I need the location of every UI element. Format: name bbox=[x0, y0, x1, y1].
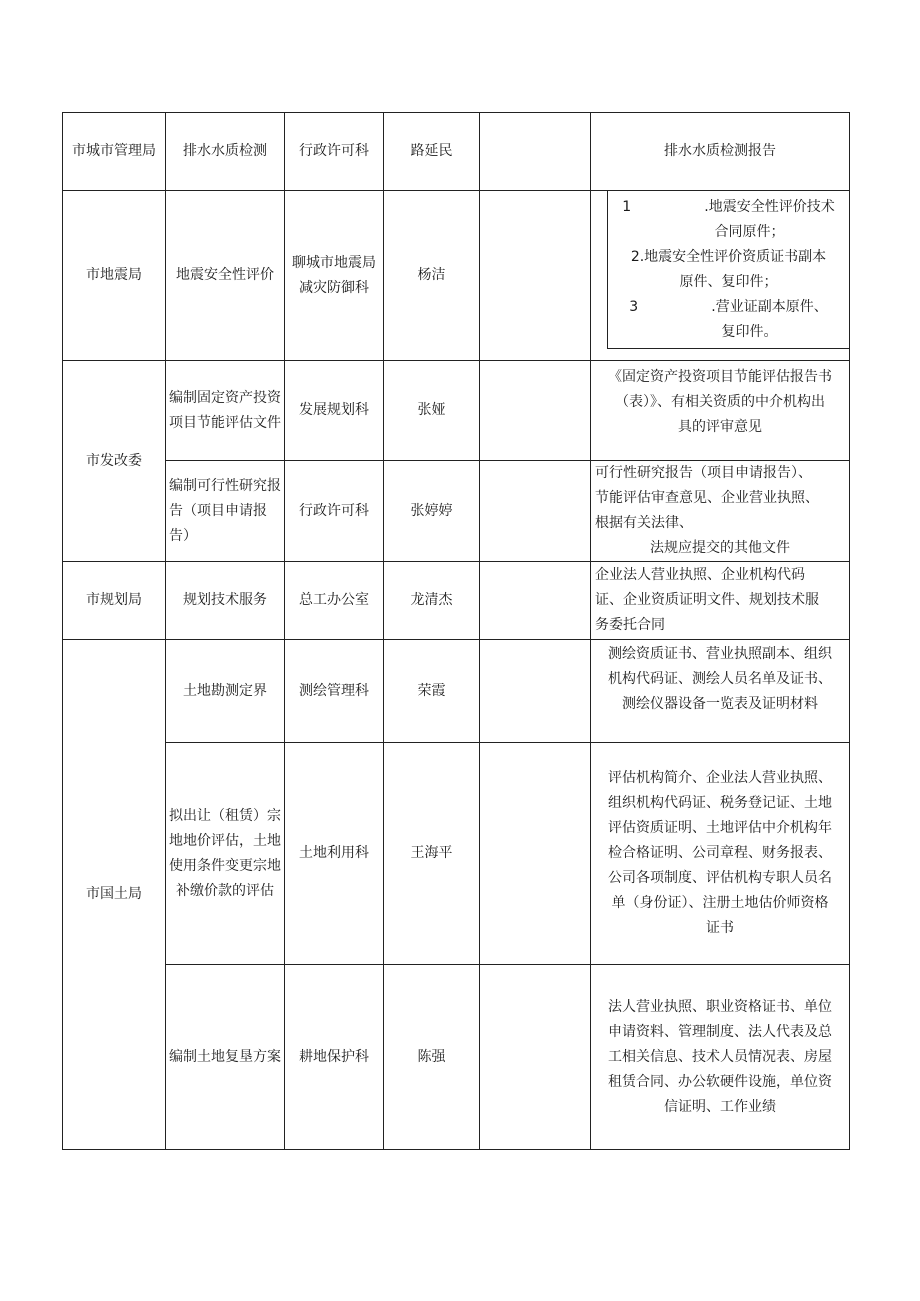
table-row bbox=[63, 361, 850, 461]
materials-line: 证书 bbox=[706, 920, 734, 936]
service-cell: 编制固定资产投资项目节能评估文件 bbox=[166, 361, 285, 461]
materials-line: 排水水质检测报告 bbox=[664, 143, 776, 159]
person-cell: 张娅 bbox=[384, 361, 480, 461]
materials-line: 复印件。 bbox=[721, 324, 778, 340]
department-cell: 测绘管理科 bbox=[285, 640, 384, 743]
materials-line: 机构代码证、测绘人员名单及证书、 bbox=[608, 671, 832, 687]
materials-line: 公司各项制度、评估机构专职人员名 bbox=[608, 870, 832, 886]
empty-cell bbox=[480, 113, 591, 191]
table-row bbox=[63, 461, 850, 562]
department-cell: 行政许可科 bbox=[285, 461, 384, 562]
department-cell: 发展规划科 bbox=[285, 361, 384, 461]
materials-line: 3 .营业证副本原件、 bbox=[629, 299, 828, 315]
agency-cell: 市国土局 bbox=[63, 640, 166, 1150]
materials-cell bbox=[591, 191, 850, 361]
materials-line: 合同原件； bbox=[714, 224, 785, 240]
materials-line: 工相关信息、技术人员情况表、房屋 bbox=[608, 1048, 832, 1065]
person-cell: 荣霞 bbox=[384, 640, 480, 743]
materials-line: 信证明、工作业绩 bbox=[664, 1098, 776, 1115]
materials-line: 申请资料、管理制度、法人代表及总 bbox=[608, 1023, 832, 1040]
materials-line: 节能评估审查意见、企业营业执照、 bbox=[595, 490, 819, 506]
materials-cell bbox=[591, 743, 850, 965]
materials-line: 《固定资产投资项目节能评估报告书 bbox=[608, 369, 832, 385]
materials-line: 证、企业资质证明文件、规划技术服 bbox=[595, 592, 819, 608]
service-cell: 规划技术服务 bbox=[166, 562, 285, 640]
materials-line: 具的评审意见 bbox=[678, 419, 762, 435]
agency-cell: 市发改委 bbox=[63, 361, 166, 562]
materials-cell bbox=[591, 113, 850, 191]
service-cell: 拟出让（租赁）宗地地价评估，土地使用条件变更宗地补缴价款的评估 bbox=[166, 743, 285, 965]
empty-cell bbox=[480, 562, 591, 640]
materials-line: 评估机构简介、企业法人营业执照、 bbox=[608, 770, 832, 786]
empty-cell bbox=[480, 361, 591, 461]
materials-line: 测绘资质证书、营业执照副本、组织 bbox=[608, 646, 832, 662]
table-row bbox=[63, 743, 850, 965]
materials-cell bbox=[591, 562, 850, 640]
materials-line: （表）》、有相关资质的中介机构出 bbox=[615, 394, 825, 410]
materials-line: 法规应提交的其他文件 bbox=[650, 540, 790, 556]
materials-line: 企业法人营业执照、企业机构代码 bbox=[595, 567, 805, 583]
table-row bbox=[63, 640, 850, 743]
department-cell: 行政许可科 bbox=[285, 113, 384, 191]
agency-cell: 市规划局 bbox=[63, 562, 166, 640]
materials-box bbox=[607, 191, 849, 349]
materials-cell bbox=[591, 361, 850, 461]
department-cell: 耕地保护科 bbox=[285, 965, 384, 1150]
materials-line: 可行性研究报告（项目申请报告）、 bbox=[595, 465, 812, 481]
person-cell: 龙清杰 bbox=[384, 562, 480, 640]
materials-line: 测绘仪器设备一览表及证明材料 bbox=[622, 696, 818, 712]
materials-cell bbox=[591, 965, 850, 1150]
empty-cell bbox=[480, 743, 591, 965]
table-row bbox=[63, 191, 850, 361]
empty-cell bbox=[480, 191, 591, 361]
empty-cell bbox=[480, 965, 591, 1150]
empty-cell bbox=[480, 461, 591, 562]
service-cell: 编制可行性研究报告（项目申请报告） bbox=[166, 461, 285, 562]
person-cell: 杨洁 bbox=[384, 191, 480, 361]
materials-line: 单（身份证）、注册土地估价师资格 bbox=[611, 895, 829, 911]
person-cell: 王海平 bbox=[384, 743, 480, 965]
materials-line: 租赁合同、办公软硬件设施，单位资 bbox=[608, 1073, 832, 1090]
agency-cell: 市城市管理局 bbox=[63, 113, 166, 191]
table-row bbox=[63, 113, 850, 191]
agency-cell: 市地震局 bbox=[63, 191, 166, 361]
department-cell: 土地利用科 bbox=[285, 743, 384, 965]
service-cell: 排水水质检测 bbox=[166, 113, 285, 191]
department-cell: 聊城市地震局减灾防御科 bbox=[285, 191, 384, 361]
service-cell: 土地勘测定界 bbox=[166, 640, 285, 743]
materials-line: 评估资质证明、土地评估中介机构年 bbox=[608, 820, 832, 836]
materials-line: 检合格证明、公司章程、财务报表、 bbox=[608, 845, 832, 861]
person-cell: 陈强 bbox=[384, 965, 480, 1150]
materials-line: 务委托合同 bbox=[595, 617, 665, 633]
materials-line: 原件、复印件； bbox=[679, 274, 778, 290]
materials-line: 根据有关法律、 bbox=[595, 515, 693, 531]
service-table bbox=[62, 112, 850, 1150]
person-cell: 路延民 bbox=[384, 113, 480, 191]
table-row bbox=[63, 965, 850, 1150]
materials-line: 组织机构代码证、税务登记证、土地 bbox=[608, 795, 832, 811]
empty-cell bbox=[480, 640, 591, 743]
materials-line: 法人营业执照、职业资格证书、单位 bbox=[608, 998, 832, 1015]
service-cell: 地震安全性评价 bbox=[166, 191, 285, 361]
person-cell: 张婷婷 bbox=[384, 461, 480, 562]
materials-line: 1 .地震安全性评价技术 bbox=[622, 199, 835, 215]
table-row bbox=[63, 562, 850, 640]
service-cell: 编制土地复垦方案 bbox=[166, 965, 285, 1150]
materials-cell bbox=[591, 640, 850, 743]
department-cell: 总工办公室 bbox=[285, 562, 384, 640]
materials-cell bbox=[591, 461, 850, 562]
materials-line: 2.地震安全性评价资质证书副本 bbox=[630, 249, 827, 265]
